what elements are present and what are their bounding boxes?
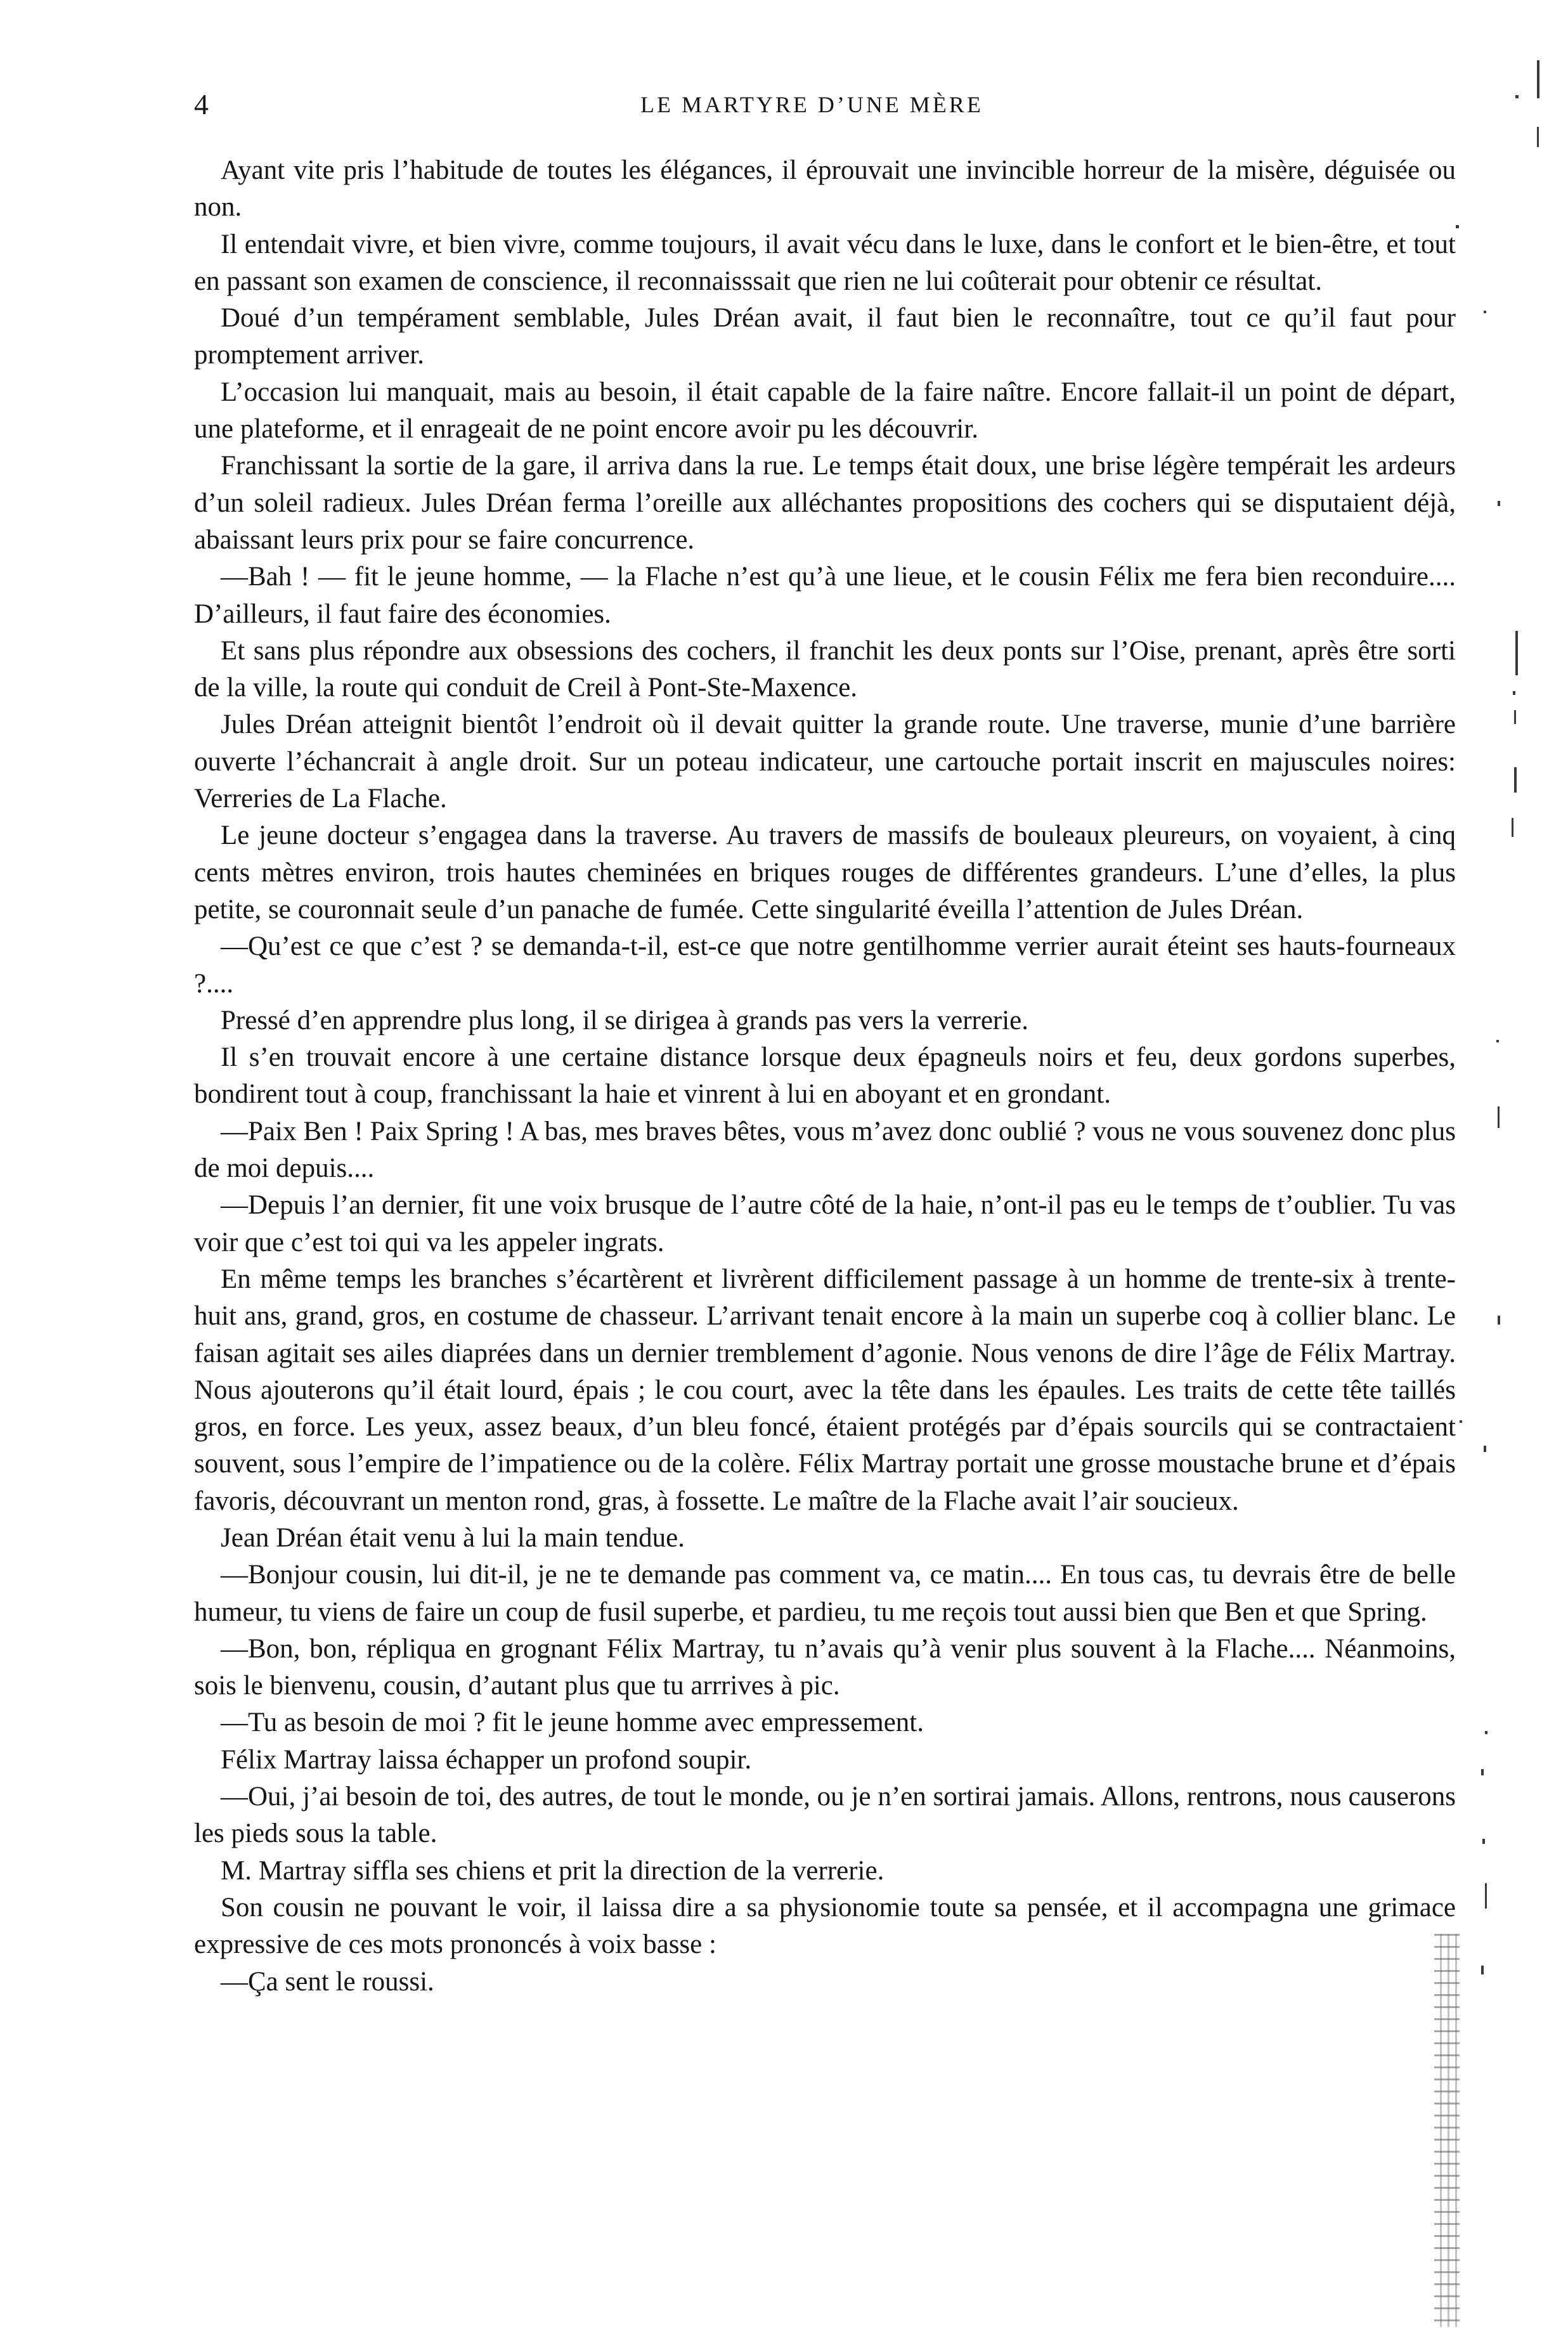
paragraph: Et sans plus répondre aux obsessions des cochers, il franchit les deux ponts sur l’Oise, prenant, après être sorti de la ville, la route qui conduit de Creil à Pont-Ste-Maxence. bbox=[194, 635, 1456, 703]
paragraph: —Tu as besoin de moi ? fit le jeune homme avec empressement. bbox=[221, 1708, 924, 1738]
running-title: LE MARTYRE D’UNE MÈRE bbox=[640, 92, 983, 117]
scan-mark bbox=[1485, 1731, 1487, 1734]
scan-mark bbox=[1514, 767, 1517, 793]
scan-mark bbox=[1460, 1420, 1462, 1423]
scan-mark bbox=[1537, 60, 1539, 98]
scan-mark bbox=[1481, 1769, 1484, 1775]
paragraph: Le jeune docteur s’engagea dans la traverse. Au travers de massifs de bouleaux pleureurs, on voyaient, à cinq cents mètres environ, trois hautes cheminées en briques rouges de différentes grandeurs. L’une d’elles, la plus petite, se couronnait seule d’un panache de fumée. Cette singularité éveilla l’attention de Jules Dréan. bbox=[194, 820, 1456, 924]
body-text bbox=[194, 152, 1456, 2000]
paragraph: —Qu’est ce que c’est ? se demanda-t-il, est-ce que notre gentilhomme verrier aurait éteint ses hauts-fourneaux ?.... bbox=[194, 931, 1456, 999]
binding-shadow bbox=[1434, 1934, 1460, 2327]
paragraph: Il s’en trouvait encore à une certaine distance lorsque deux épagneuls noirs et feu, deux gordons superbes, bondirent tout à coup, franchissant la haie et vinrent à lui en aboyant et en grondant. bbox=[194, 1042, 1456, 1110]
scan-mark bbox=[1481, 1966, 1484, 1974]
scan-mark bbox=[1513, 691, 1515, 695]
paragraph: —Bonjour cousin, lui dit-il, je ne te demande pas comment va, ce matin.... En tous cas, tu devrais être de belle humeur, tu viens de faire un coup de fusil superbe, et pardieu, tu me reçois tout aussi bien que Ben et que Spring. bbox=[194, 1560, 1456, 1627]
scan-mark bbox=[1498, 1316, 1500, 1325]
scan-mark bbox=[1515, 631, 1518, 675]
paragraph: —Oui, j’ai besoin de toi, des autres, de tout le monde, ou je n’en sortirai jamais. Allons, rentrons, nous causerons les pieds sous la table. bbox=[194, 1782, 1456, 1849]
paragraph: —Bah ! — fit le jeune homme, — la Flache n’est qu’à une lieue, et le cousin Félix me fera bien reconduire.... D’ailleurs, il faut faire des économies. bbox=[194, 562, 1456, 629]
paragraph: M. Martray siffla ses chiens et prit la direction de la verrerie. bbox=[221, 1855, 884, 1886]
paragraph: —Ça sent le roussi. bbox=[221, 1966, 434, 1997]
paragraph: Franchissant la sortie de la gare, il arriva dans la rue. Le temps était doux, une brise légère tempérait les ardeurs d’un soleil radieux. Jules Dréan ferma l’oreille aux alléchantes propositions des cochers qui se disputaient déjà, abaissant leurs prix pour se faire concurrence. bbox=[194, 451, 1456, 555]
page-number: 4 bbox=[194, 88, 209, 120]
scan-mark bbox=[1496, 1040, 1499, 1042]
margin-scan-marks bbox=[1458, 0, 1568, 2334]
scan-mark bbox=[1514, 710, 1516, 724]
paragraph: En même temps les branches s’écartèrent et livrèrent difficilement passage à un homme de trente-six à trente-huit ans, grand, gros, en costume de chasseur. L’arrivant tenait encore à la main un superbe coq à collier blanc. Le faisan agitait ses ailes diaprées dans un dernier tremblement d’agonie. Nous venons de dire l’âge de Félix Martray. Nous ajouterons qu’il était lourd, épais ; le cou court, avec la tête dans les épaules. Les traits de cette tête taillés gros, en force. Les yeux, assez beaux, d’un bleu foncé, étaient protégés par d’épais sourcils qui se contractaient souvent, sous l’empire de l’impatience ou de la colère. Félix Martray portait une grosse moustache brune et d’épais favoris, découvrant un menton rond, gras, à fossette. Le maître de la Flache avait l’air soucieux. bbox=[194, 1264, 1456, 1516]
scan-mark bbox=[1498, 1106, 1500, 1128]
paragraph: —Depuis l’an dernier, fit une voix brusque de l’autre côté de la haie, n’ont-il pas eu le temps de t’oublier. Tu vas voir que c’est toi qui va les appeler ingrats. bbox=[194, 1190, 1456, 1257]
paragraph: Jean Dréan était venu à lui la main tendue. bbox=[221, 1522, 685, 1553]
scan-mark bbox=[1498, 501, 1500, 506]
scan-mark bbox=[1515, 95, 1519, 98]
paragraph: Félix Martray laissa échapper un profond soupir. bbox=[221, 1744, 752, 1775]
scan-mark bbox=[1537, 127, 1539, 147]
paragraph: Ayant vite pris l’habitude de toutes les élégances, il éprouvait une invincible horreur de la misère, déguisée ou non. bbox=[194, 155, 1456, 223]
scan-mark bbox=[1512, 818, 1513, 837]
running-head bbox=[0, 86, 1568, 124]
paragraph: Jules Dréan atteignit bientôt l’endroit où il devait quitter la grande route. Une traverse, munie d’une barrière ouverte l’échancrait à angle droit. Sur un poteau indicateur, une cartouche portait inscrit en majuscules noires: Verreries de La Flache. bbox=[194, 710, 1456, 814]
paragraph: Pressé d’en apprendre plus long, il se dirigea à grands pas vers la verrerie. bbox=[221, 1005, 1029, 1035]
paragraph: Il entendait vivre, et bien vivre, comme toujours, il avait vécu dans le luxe, dans le confort et le bien-être, et tout en passant son examen de conscience, il reconnaisssait que rien ne lui coûterait pour obtenir ce résultat. bbox=[194, 229, 1456, 296]
paragraph: —Bon, bon, répliqua en grognant Félix Martray, tu n’avais qu’à venir plus souvent à la Flache.... Néanmoins, sois le bienvenu, cousin, d’autant plus que tu arrrives à pic. bbox=[194, 1633, 1456, 1701]
scan-mark bbox=[1482, 1839, 1485, 1844]
scan-mark bbox=[1456, 225, 1459, 228]
paragraph: L’occasion lui manquait, mais au besoin, il était capable de la faire naître. Encore fallait-il un point de départ, une plateforme, et il enrageait de ne point encore avoir pu les découvrir. bbox=[194, 377, 1456, 444]
scan-mark bbox=[1484, 1446, 1486, 1452]
paragraph: Doué d’un tempérament semblable, Jules Dréan avait, il faut bien le reconnaître, tout ce qu’il faut pour promptement arriver. bbox=[194, 303, 1456, 370]
scan-mark bbox=[1484, 311, 1486, 313]
paragraph: Son cousin ne pouvant le voir, il laissa dire a sa physionomie toute sa pensée, et il accompagna une grimace expressive de ces mots prononcés à voix basse : bbox=[194, 1892, 1456, 1960]
paragraph: —Paix Ben ! Paix Spring ! A bas, mes braves bêtes, vous m’avez donc oublié ? vous ne vous souvenez donc plus de moi depuis.... bbox=[194, 1116, 1456, 1184]
scan-mark bbox=[1485, 1883, 1487, 1909]
